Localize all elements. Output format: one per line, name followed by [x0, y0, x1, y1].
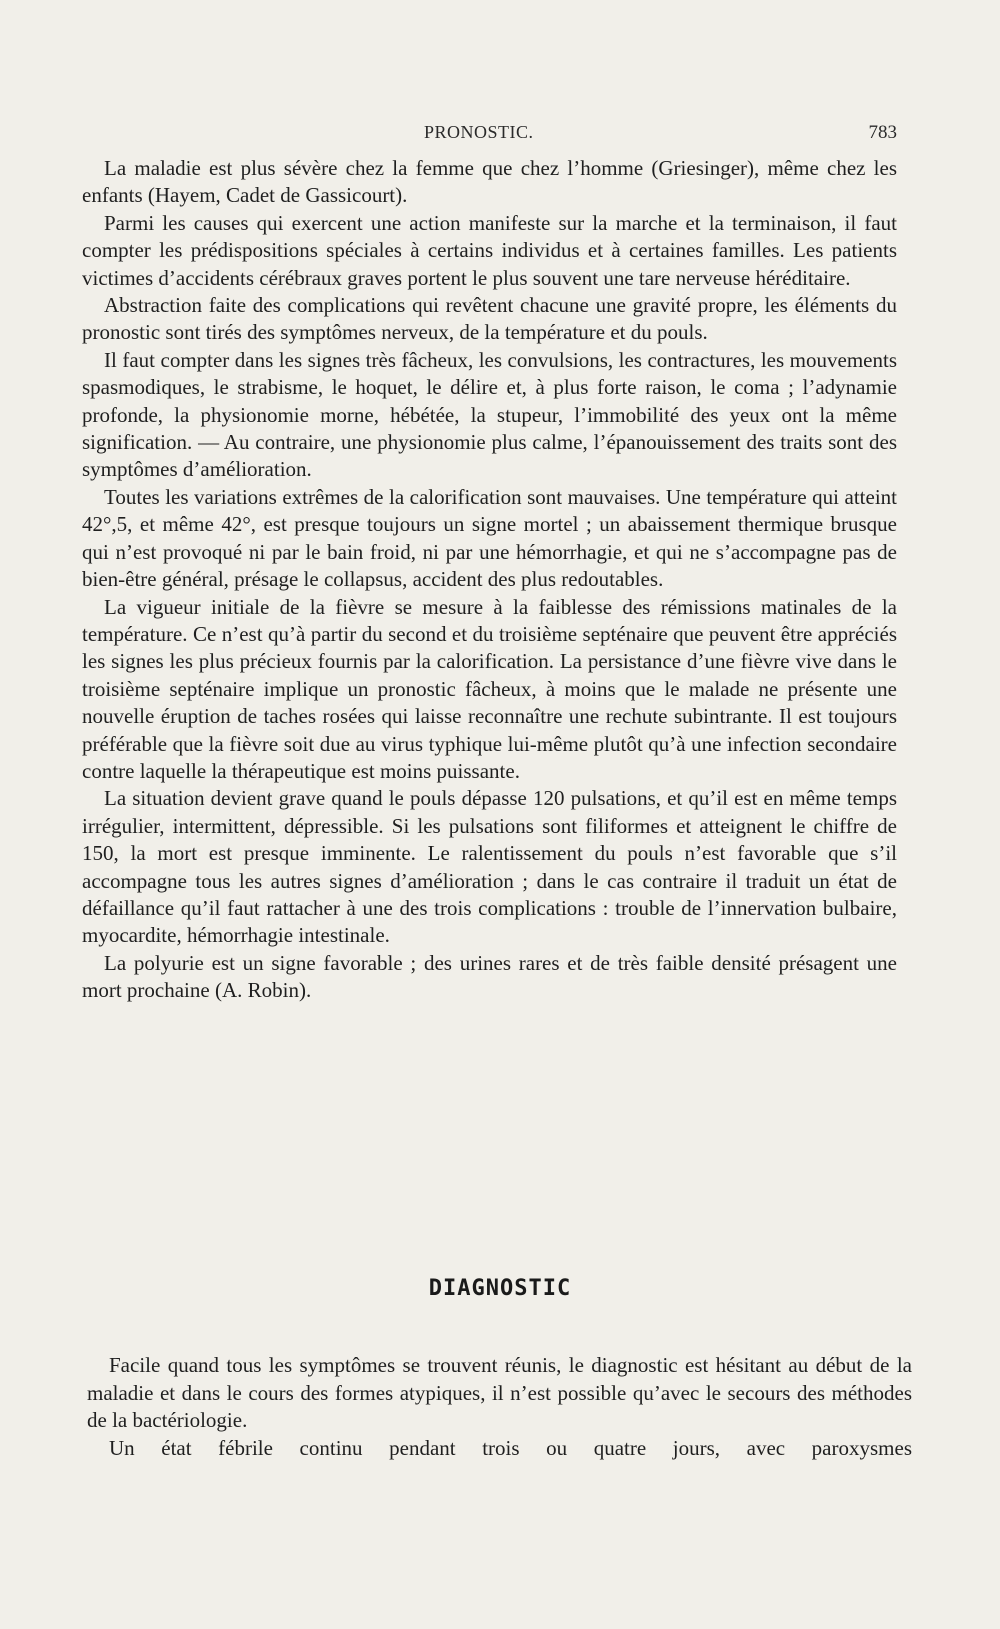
- prognosis-text: [82, 155, 897, 1005]
- running-title: PRONOSTIC.: [424, 122, 534, 142]
- paragraph: Parmi les causes qui exercent une action manifeste sur la marche et la terminaison, il faut compter les prédispositions spéciales à certains individus et à certaines familles. Les patients victimes d’accidents cérébraux graves portent le plus souvent une tare nerveuse héréditaire.: [82, 210, 897, 290]
- diagnosis-text: [87, 1352, 912, 1462]
- paragraph: Abstraction faite des complications qui revêtent chacune une gravité propre, les éléments du pronostic sont tirés des symptômes nerveux, de la température et du pouls.: [82, 293, 897, 345]
- paragraph: Toutes les variations extrêmes de la calorification sont mauvaises. Une température qui atteint 42°,5, et même 42°, est presque toujours un signe mortel ; un abaissement thermique brusque qui n’est provoqué ni par le bain froid, ni par une hémorrhagie, et qui ne s’accompagne pas de bien-être général, présage le collapsus, accident des plus redoutables.: [82, 484, 897, 592]
- paragraph: Un état fébrile continu pendant trois ou quatre jours, avec paroxysmes: [109, 1435, 912, 1460]
- page-header: [82, 122, 897, 146]
- paragraph: La vigueur initiale de la fièvre se mesure à la faiblesse des rémissions matinales de la température. Ce n’est qu’à partir du second et du troisième septénaire que peuvent être appréciés les signes les plus précieux fournis par la calorification. La persistance d’une fièvre vive dans le troisième septénaire implique un pronostic fâcheux, à moins que le malade ne présente une nouvelle éruption de taches rosées qui laisse reconnaître une rechute subintrante. Il est toujours préférable que la fièvre soit due au virus typhique lui-même plutôt qu’à une infection secondaire contre laquelle la thérapeutique est moins puissante.: [82, 594, 897, 783]
- paragraph: La maladie est plus sévère chez la femme que chez l’homme (Griesinger), même chez les enfants (Hayem, Cadet de Gassicourt).: [82, 156, 897, 208]
- paragraph: La polyurie est un signe favorable ; des urines rares et de très faible densité présagent une mort prochaine (A. Robin).: [82, 950, 897, 1003]
- paragraph: Il faut compter dans les signes très fâcheux, les convulsions, les contractures, les mouvements spasmodiques, le strabisme, le hoquet, le délire et, à plus forte raison, le coma ; l’adynamie profonde, la physionomie morne, hébétée, la stupeur, l’immobilité des yeux ont la même signification. — Au contraire, une physionomie plus calme, l’épanouissement des traits sont des symptômes d’amélioration.: [82, 347, 897, 482]
- page-number: 783: [868, 122, 897, 143]
- paragraph: Facile quand tous les symptômes se trouvent réunis, le diagnostic est hésitant au début de la maladie et dans le cours des formes atypiques, il n’est possible qu’avec le secours des méthodes de la bactériologie.: [87, 1353, 912, 1433]
- section-heading: DIAGNOSTIC: [428, 1276, 572, 1301]
- paragraph: La situation devient grave quand le pouls dépasse 120 pulsations, et qu’il est en même temps irrégulier, intermittent, dépressible. Si les pulsations sont filiformes et atteignent le chiffre de 150, la mort est presque imminente. Le ralentissement du pouls n’est favorable que s’il accompagne tous les autres signes d’amélioration ; dans le cas contraire il traduit un état de défaillance qu’il faut rattacher à une des trois complications : trouble de l’innervation bulbaire, myocardite, hémorrhagie intestinale.: [82, 786, 897, 948]
